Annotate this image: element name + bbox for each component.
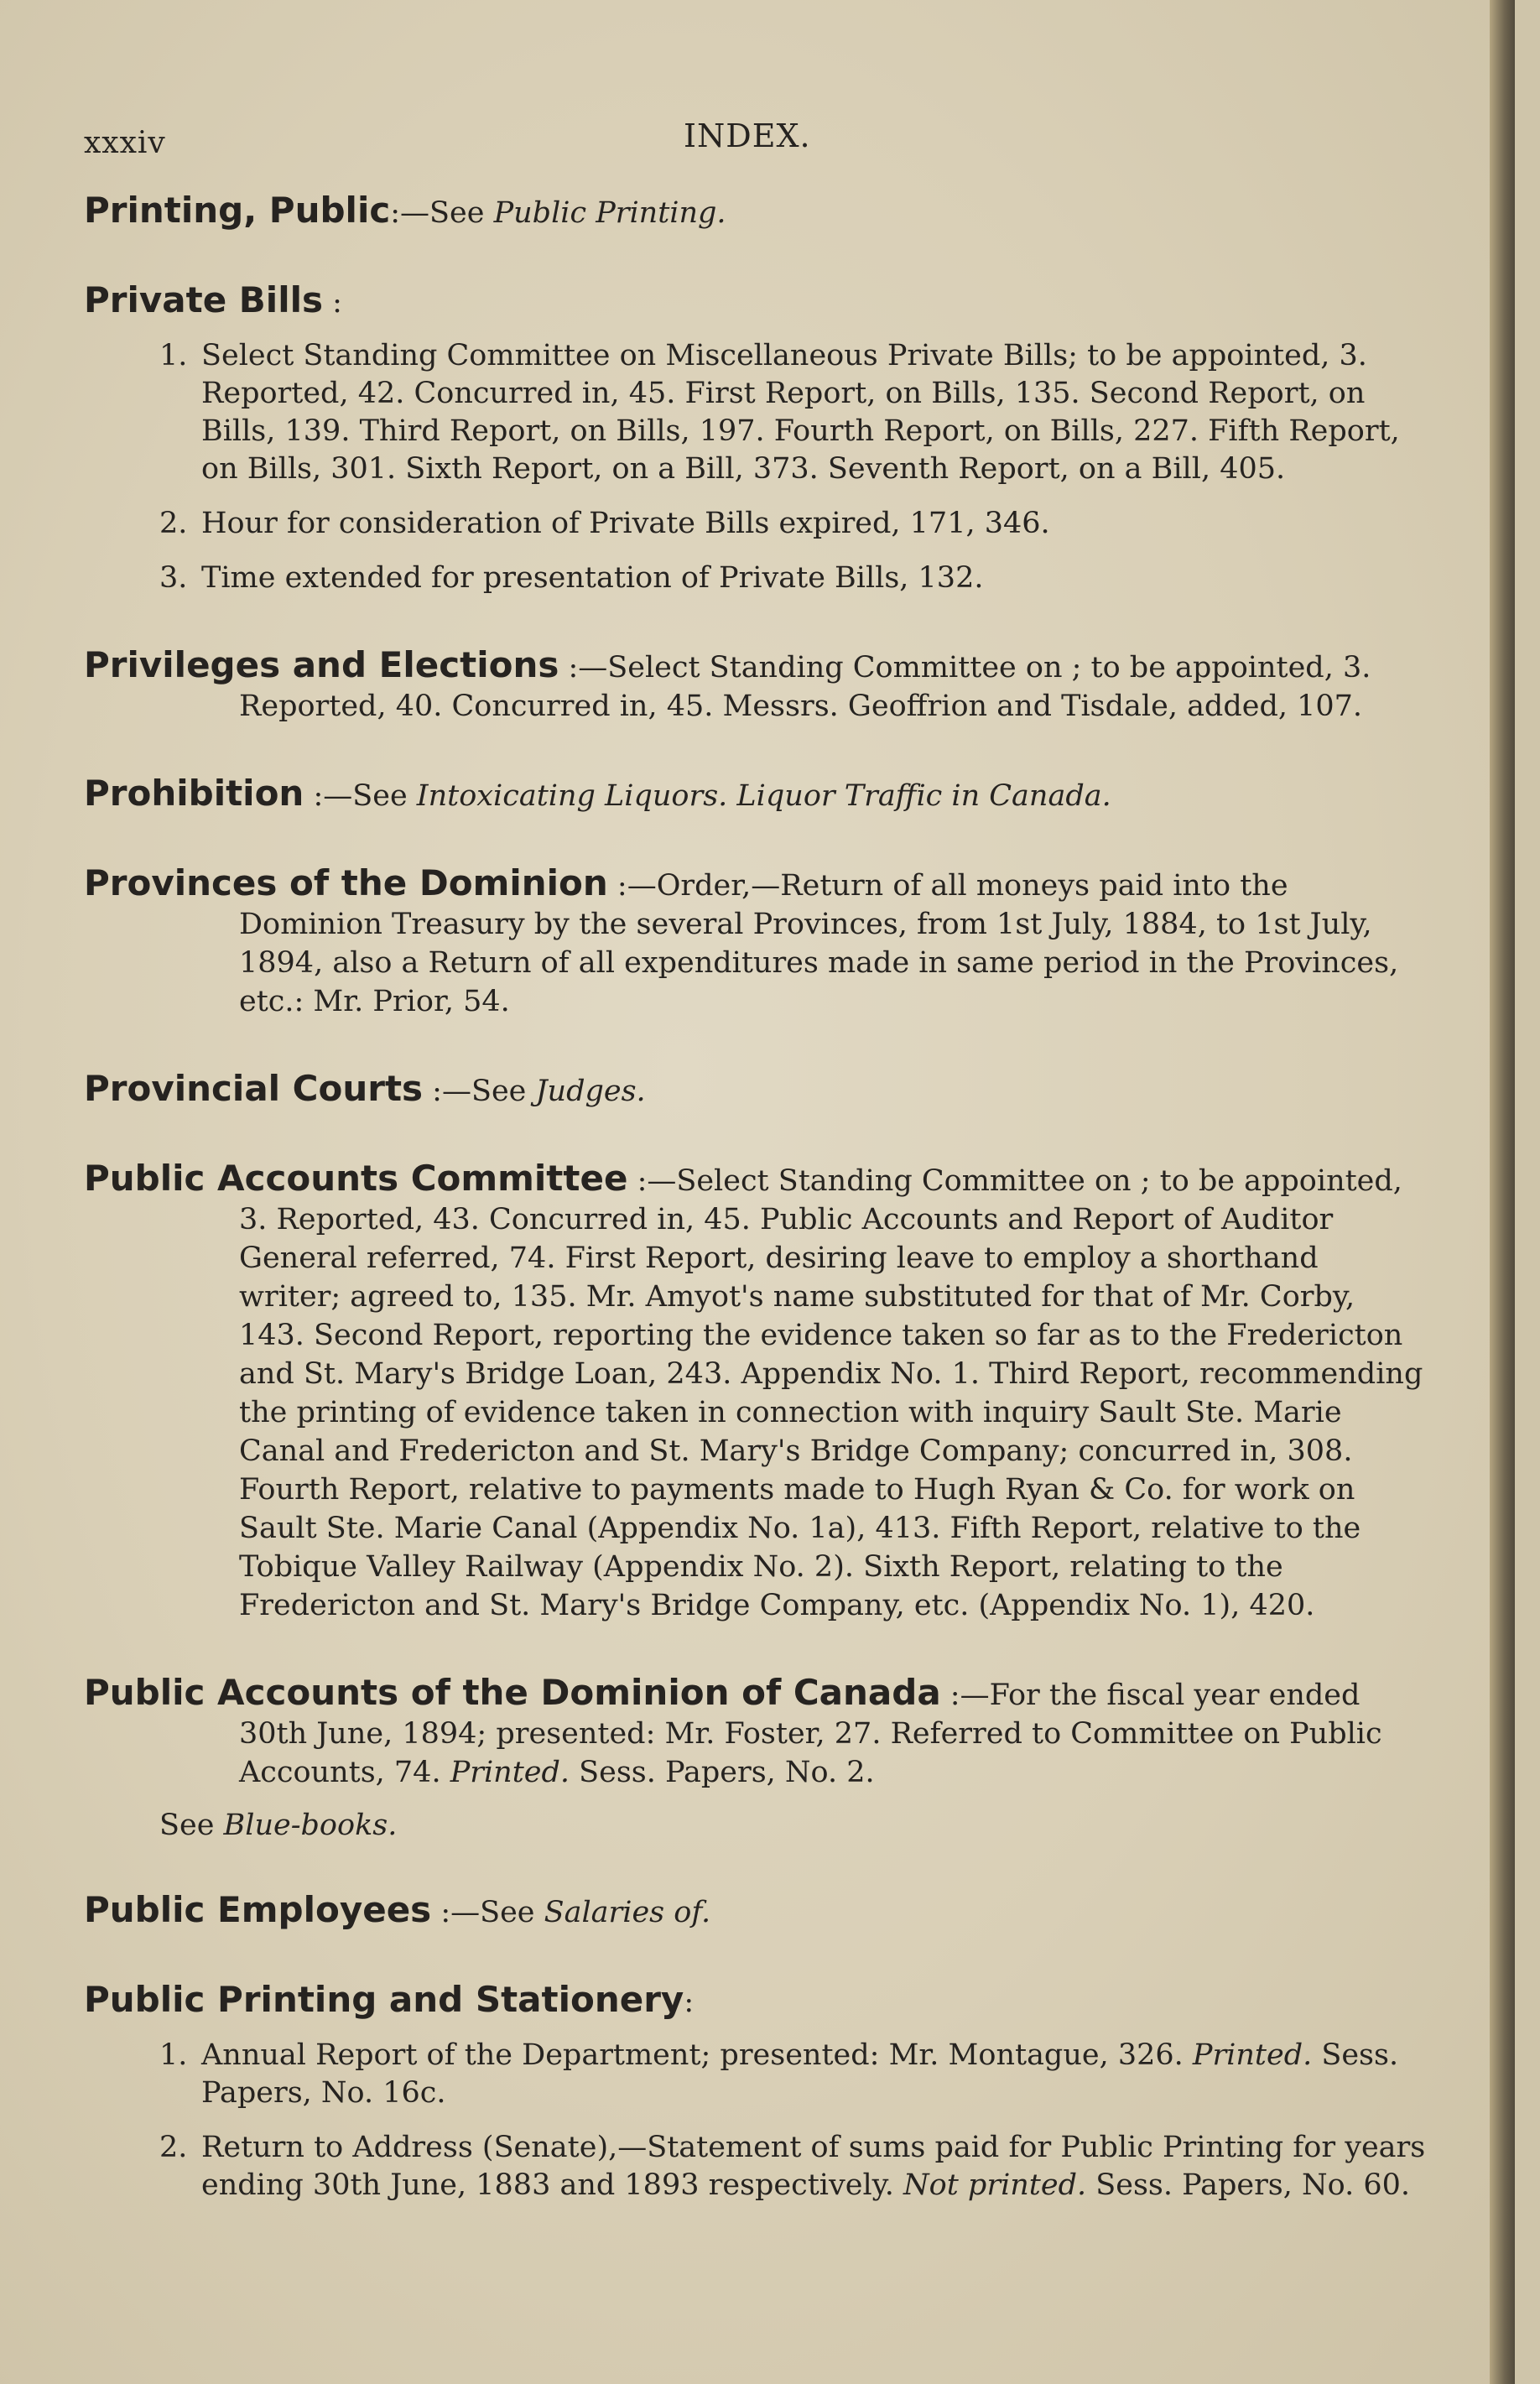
entry-heading: Printing, Public: [84, 190, 391, 231]
sub-item-text-wrap: [201, 2129, 1426, 2204]
entry-heading: Provinces of the Dominion: [84, 862, 608, 903]
see-prefix: See: [159, 1809, 224, 1842]
entry-public-accounts-dominion: [84, 1673, 1426, 1842]
sub-item-text: Return to Address (Senate),—Statement of sums paid for Public Printing for years ending 30th June, 1883 and 1893 respectively.: [201, 2131, 1426, 2202]
sub-item: [159, 2037, 1426, 2112]
sub-item-number: 1.: [159, 2038, 188, 2072]
page-number: xxxiv: [84, 126, 166, 160]
sess-papers-ref: Sess. Papers, No. 2.: [570, 1756, 875, 1789]
entry-printing-public: [84, 191, 1426, 232]
entry-text: :—Select Standing Committee on ; to be appointed, 3. Reported, 43. Concurred in, 45. Public Accounts and Report of Auditor General referred, 74. First Report, desiring leave to employ a shorthand writer; agreed to, 135. Mr. Amyot's name substituted for that of Mr. Corby, 143. Second Report, reporting the evidence taken so far as to the Fredericton and St. Mary's Bridge Loan, 243. Appendix No. 1. Third Report, recommending the printing of evidence taken in connection with inquiry Sault Ste. Marie Canal and Fredericton and St. Mary's Bridge Company; concurred in, 308. Fourth Report, relative to payments made to Hugh Ryan & Co. for work on Sault Ste. Marie Canal (Appendix No. 1a), 413. Fifth Report, relative to the Tobique Valley Railway (Appendix No. 2). Sixth Report, relating to the Fredericton and St. Mary's Bridge Company, etc. (Appendix No. 1), 420.: [239, 1164, 1423, 1622]
sess-papers-ref: Sess. Papers, No. 16c.: [201, 2038, 1399, 2110]
entry-reference: Salaries of.: [544, 1896, 711, 1929]
book-spine-shadow: [1490, 0, 1515, 2384]
printed-note: Printed.: [450, 1756, 570, 1789]
entry-reference: Intoxicating Liquors. Liquor Traffic in Canada.: [416, 779, 1111, 813]
sub-item: [159, 505, 1426, 543]
sub-item-text: Time extended for presentation of Private Bills, 132.: [201, 561, 984, 595]
entry-see: :—See: [431, 1896, 544, 1929]
entry-separator: :: [684, 1986, 695, 2019]
sub-item-number: 2.: [159, 2131, 188, 2164]
entry-text: :—Select Standing Committee on ; to be appointed, 3. Reported, 40. Concurred in, 45. Messrs. Geoffrion and Tisdale, added, 107.: [239, 651, 1371, 723]
entry-see: :—See: [390, 196, 494, 230]
page-header: [84, 117, 1426, 168]
entry-heading: Provincial Courts: [84, 1068, 424, 1109]
entry-public-accounts-committee: [84, 1159, 1426, 1625]
sub-item-number: 1.: [159, 339, 188, 372]
entry-heading: Public Employees: [84, 1889, 432, 1930]
entry-heading: Public Printing and Stationery: [84, 1979, 684, 2020]
not-printed-note: Not printed.: [903, 2168, 1087, 2202]
sub-item: [159, 2129, 1426, 2204]
entry-provincial-courts: [84, 1070, 1426, 1111]
entry-private-bills: [84, 281, 1426, 597]
page-title: INDEX.: [684, 117, 811, 154]
entry-text: :—Order,—Return of all moneys paid into the Dominion Treasury by the several Provinces, from 1st July, 1884, to 1st July, 1894, also a Return of all expenditures made in same period in the Provinces, etc.: Mr. Prior, 54.: [239, 869, 1399, 1018]
entry-prohibition: [84, 774, 1426, 815]
sub-item-text: Select Standing Committee on Miscellaneous Private Bills; to be appointed, 3. Reported, 42. Concurred in, 45. First Report, on Bills, 135. Second Report, on Bills, 139. Third Report, on Bills, 197. Fourth Report, on Bills, 227. Fifth Report, on Bills, 301. Sixth Report, on a Bill, 373. Seventh Report, on a Bill, 405.: [201, 339, 1400, 486]
index-content: [84, 191, 1426, 2253]
entry-heading: Public Accounts of the Dominion of Canada: [84, 1672, 941, 1713]
entry-heading: Private Bills: [84, 279, 323, 320]
entry-privileges-elections: [84, 646, 1426, 726]
entry-text: :—For the fiscal year ended 30th June, 1894; presented: Mr. Foster, 27. Referred to Committee on Public Accounts, 74.: [239, 1679, 1382, 1789]
entry-public-employees: [84, 1891, 1426, 1932]
entry-see: :—See: [304, 779, 417, 813]
sub-item: [159, 337, 1426, 488]
see-also-line: [84, 1809, 1426, 1842]
see-reference: Blue-books.: [223, 1809, 398, 1842]
sub-item-list: [84, 337, 1426, 597]
entry-provinces-dominion: [84, 864, 1426, 1021]
sub-item-text-wrap: [201, 2037, 1426, 2112]
entry-heading: Public Accounts Committee: [84, 1158, 628, 1199]
sub-item-number: 3.: [159, 561, 188, 595]
entry-see: :—See: [423, 1075, 536, 1108]
sub-item-text: Hour for consideration of Private Bills expired, 171, 346.: [201, 507, 1050, 540]
entry-reference: Judges.: [535, 1075, 646, 1108]
sub-item-list: [84, 2037, 1426, 2204]
entry-separator: :: [323, 286, 342, 320]
entry-heading: Privileges and Elections: [84, 644, 559, 685]
sub-item: [159, 560, 1426, 597]
entry-reference: Public Printing.: [493, 196, 726, 230]
sub-item-text: Annual Report of the Department; presented: Mr. Montague, 326.: [201, 2038, 1193, 2072]
entry-public-printing: [84, 1981, 1426, 2204]
sub-item-number: 2.: [159, 507, 188, 540]
printed-note: Printed.: [1192, 2038, 1313, 2072]
sess-papers-ref: Sess. Papers, No. 60.: [1086, 2168, 1411, 2202]
entry-heading: Prohibition: [84, 773, 304, 814]
